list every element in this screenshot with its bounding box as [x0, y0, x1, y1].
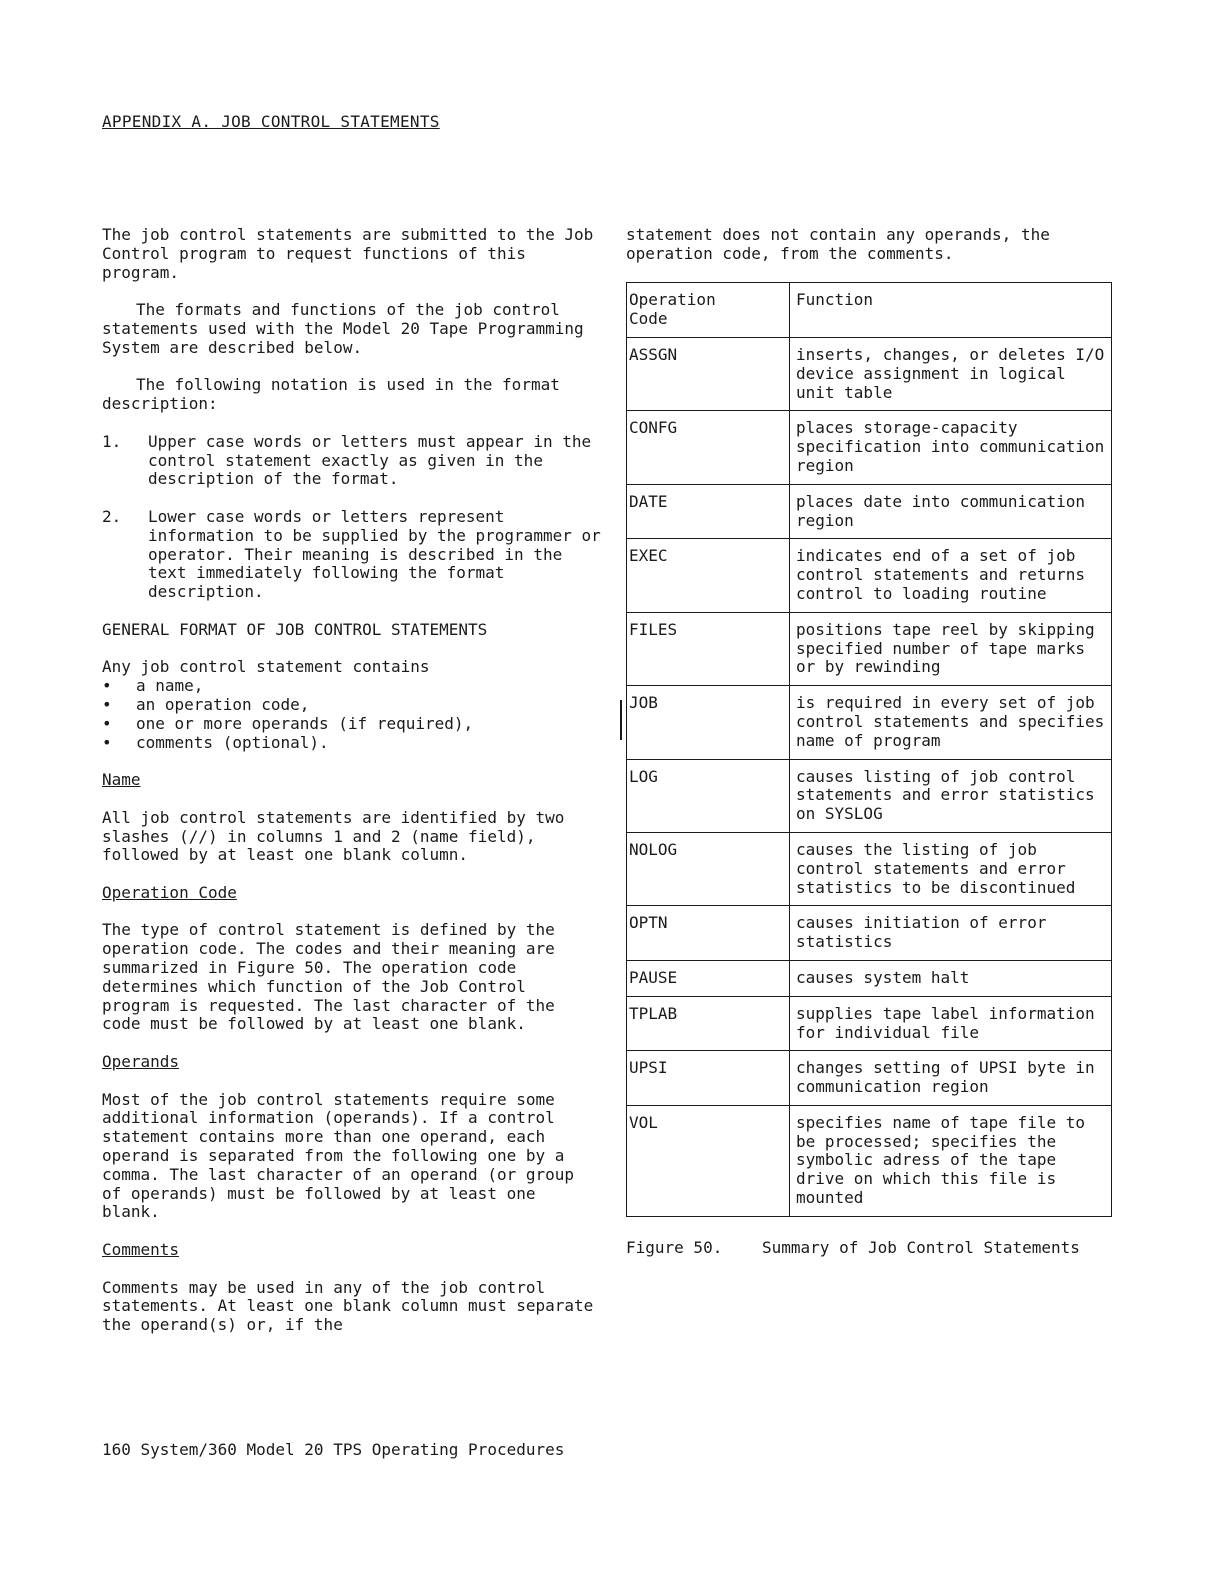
formats-paragraph: The formats and functions of the job control statements used with the Model 20 Tape Programming System are described below.	[102, 300, 584, 357]
function-cell: specifies name of tape file to be processed; specifies the symbolic adress of the tape drive on which this file is mounted	[796, 1112, 1085, 1208]
general-format-heading: GENERAL FORMAT OF JOB CONTROL STATEMENTS	[102, 619, 488, 639]
operation-code-cell: JOB	[627, 686, 790, 758]
function-cell: places date into communication region	[796, 491, 1085, 530]
page-footer: 160 System/360 Model 20 TPS Operating Procedures	[102, 1440, 565, 1459]
operation-code-paragraph: The type of control statement is defined by the operation code. The codes and their meaning are summarized in Figure 50. The operation code determines which function of the Job Control program is requested. The last character of the code must be followed by at least one blank.	[102, 920, 555, 1034]
function-cell: causes the listing of job control statements and error statistics to be discontinued	[796, 839, 1076, 897]
revision-bar	[620, 700, 622, 740]
function-cell: positions tape reel by skipping specified number of tape marks or by rewinding	[796, 619, 1095, 677]
figure-caption-text: Summary of Job Control Statements	[762, 1237, 1080, 1257]
operation-code-cell: VOL	[627, 1106, 790, 1216]
column-header-code: Operation Code	[627, 283, 790, 337]
list-item: • comments (optional).	[102, 732, 329, 752]
operation-code-cell: DATE	[627, 485, 790, 539]
function-cell: indicates end of a set of job control statements and returns control to loading routine	[796, 546, 1085, 603]
table-row	[627, 996, 1111, 1051]
notation-paragraph: The following notation is used in the format description:	[102, 375, 560, 414]
rule-text: Lower case words or letters represent information to be supplied by the programmer or operator. Their meaning is described in the text immediately following the format description.	[148, 506, 601, 602]
rule-number: 2.	[102, 506, 122, 526]
function-cell: causes listing of job control statements and error statistics on SYSLOG	[796, 766, 1095, 824]
rule-number: 1.	[102, 431, 122, 451]
table-row	[627, 685, 1111, 758]
operation-code-cell: TPLAB	[627, 997, 790, 1051]
left-column	[102, 226, 602, 1354]
table-row	[627, 410, 1111, 483]
operation-code-cell: OPTN	[627, 906, 790, 960]
bullet-icon: •	[102, 732, 112, 752]
operation-code-cell: NOLOG	[627, 833, 790, 905]
comments-paragraph: Comments may be used in any of the job control statements. At least one blank column must separate the operand(s) or, if the	[102, 1277, 594, 1335]
function-cell: causes system halt	[796, 967, 970, 987]
table-row	[627, 538, 1111, 611]
bullet-icon: •	[102, 694, 112, 714]
table-header-row	[627, 283, 1111, 337]
contains-text: Any job control statement contains	[102, 657, 430, 677]
list-item: • an operation code,	[102, 694, 310, 714]
operation-code-cell: CONFG	[627, 411, 790, 483]
continuation-paragraph: statement does not contain any operands, the operation code, from the comments.	[626, 225, 1050, 263]
comments-heading: Comments	[102, 1240, 180, 1260]
operation-code-heading: Operation Code	[102, 882, 237, 902]
operation-code-cell: LOG	[627, 760, 790, 832]
figure-label: Figure 50.	[626, 1237, 723, 1257]
operands-paragraph: Most of the job control statements require some additional information (operands). If a control statement contains more than one operand, each operand is separated from the following one by a comma. The last character of an operand (or group of operands) must be followed by at least one blank.	[102, 1089, 575, 1222]
operation-code-cell: PAUSE	[627, 961, 790, 996]
column-header-function: Function	[796, 290, 874, 310]
rule-item	[102, 508, 602, 602]
operation-code-cell: UPSI	[627, 1051, 790, 1105]
table-row	[627, 484, 1111, 539]
rule-text: Upper case words or letters must appear in the control statement exactly as given in the description of the format.	[148, 431, 592, 489]
table-row	[627, 1105, 1111, 1216]
operation-code-cell: ASSGN	[627, 338, 790, 410]
bullet-icon: •	[102, 676, 112, 696]
intro-paragraph: The job control statements are submitted to the Job Control program to request functions of this program.	[102, 225, 594, 282]
table-row	[627, 1050, 1111, 1105]
page-header: APPENDIX A. JOB CONTROL STATEMENTS	[102, 112, 440, 131]
component-list	[102, 677, 602, 752]
function-cell: is required in every set of job control statements and specifies name of program	[796, 693, 1105, 750]
function-cell: changes setting of UPSI byte in communication region	[796, 1058, 1095, 1097]
operation-code-cell: FILES	[627, 613, 790, 685]
table-row	[627, 337, 1111, 410]
function-cell: inserts, changes, or deletes I/O device assignment in logical unit table	[796, 344, 1105, 402]
right-column	[626, 226, 1116, 1258]
table-row	[627, 960, 1111, 996]
summary-table	[626, 282, 1112, 1216]
function-cell: supplies tape label information for individual file	[796, 1003, 1095, 1042]
list-item: • a name,	[102, 676, 204, 696]
figure-caption	[626, 1239, 1116, 1258]
name-paragraph: All job control statements are identified by two slashes (//) in columns 1 and 2 (name field), followed by at least one blank column.	[102, 807, 565, 865]
table-row	[627, 905, 1111, 960]
table-row	[627, 612, 1111, 685]
function-cell: places storage-capacity specification into communication region	[796, 418, 1105, 475]
operation-code-cell: EXEC	[627, 539, 790, 611]
function-cell: causes initiation of error statistics	[796, 913, 1047, 952]
operands-heading: Operands	[102, 1052, 180, 1072]
name-heading: Name	[102, 770, 141, 790]
table-row	[627, 759, 1111, 832]
bullet-icon: •	[102, 713, 112, 733]
table-row	[627, 832, 1111, 905]
rule-item	[102, 433, 602, 489]
list-item: • one or more operands (if required),	[102, 713, 474, 733]
